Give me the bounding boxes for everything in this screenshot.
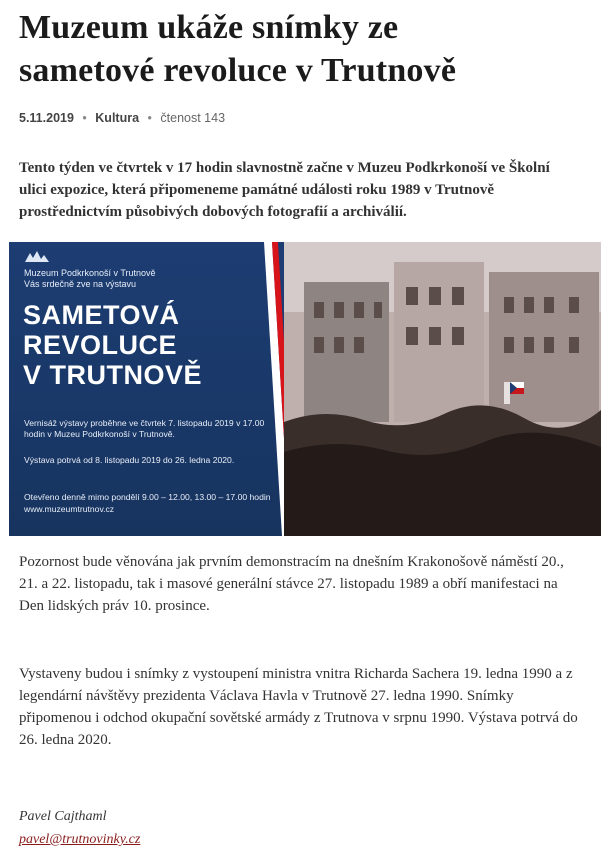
poster-duration: Výstava potrvá od 8. listopadu 2019 do 26. ledna 2020. bbox=[24, 455, 235, 465]
poster-title-2: REVOLUCE bbox=[23, 330, 178, 360]
meta-separator: • bbox=[147, 111, 152, 125]
category-link[interactable]: Kultura bbox=[95, 111, 140, 125]
poster-hours: Otevřeno denně mimo pondělí 9.00 – 12.00, 13.00 – 17.00 hodin bbox=[24, 492, 271, 502]
author-email-link[interactable]: pavel@trutnovinky.cz bbox=[19, 832, 141, 847]
poster-web: www.muzeumtrutnov.cz bbox=[24, 504, 115, 514]
article-title bbox=[19, 6, 589, 92]
poster-org: Muzeum Podkrkonoší v Trutnově bbox=[24, 268, 156, 278]
exhibition-poster bbox=[9, 242, 284, 536]
meta-separator: • bbox=[82, 111, 87, 125]
publish-date: 5.11.2019 bbox=[19, 111, 74, 125]
article-paragraph-2: Vystaveny budou i snímky z vystoupení ministra vnitra Richarda Sachera 19. ledna 1990 a z legendární návštěvy prezidenta Václava Havla v Trutnově 27. ledna 1990. Snímky připomenou i odchod okupační sovětské armády z Trutnova v srpnu 1990. Výstava potrvá do 26. ledna 2020. bbox=[19, 666, 578, 748]
article-meta bbox=[19, 111, 225, 125]
poster-title-1: SAMETOVÁ bbox=[23, 300, 180, 330]
article-image bbox=[9, 242, 601, 536]
poster-title-3: V TRUTNOVĚ bbox=[23, 360, 203, 390]
poster-invite: Vás srdečně zve na výstavu bbox=[24, 279, 137, 289]
revolution-photo bbox=[284, 242, 601, 536]
article-paragraph-1: Pozornost bude věnována jak prvním demonstracím na dnešním Krakonošově náměstí 20., 21. a 22. listopadu, tak i masové generální stávce 27. listopadu 1989 a obří manifestaci na Den lidských práv 10. prosince. bbox=[19, 554, 564, 614]
read-count: čtenost 143 bbox=[160, 111, 226, 125]
poster-headline bbox=[23, 300, 263, 390]
poster-opening: Vernisáž výstavy proběhne ve čtvrtek 7. listopadu 2019 v 17.00 hodin v Muzeu Podkrkonoší v Trutnově. bbox=[24, 418, 265, 439]
article-lead: Tento týden ve čtvrtek v 17 hodin slavnostně začne v Muzeu Podkrkonoší ve Školní ulici expozice, která připomeneme památné události roku 1989 v Trutnově prostřednictvím působivých dobových fotografií a archiválií. bbox=[19, 160, 550, 220]
museum-logo-icon bbox=[24, 250, 50, 264]
author-name: Pavel Cajthaml bbox=[19, 809, 107, 824]
title-line-2: sametové revoluce v Trutnově bbox=[19, 52, 457, 89]
crowd-photo-illustration bbox=[284, 242, 601, 536]
title-line-1: Muzeum ukáže snímky ze bbox=[19, 9, 399, 46]
